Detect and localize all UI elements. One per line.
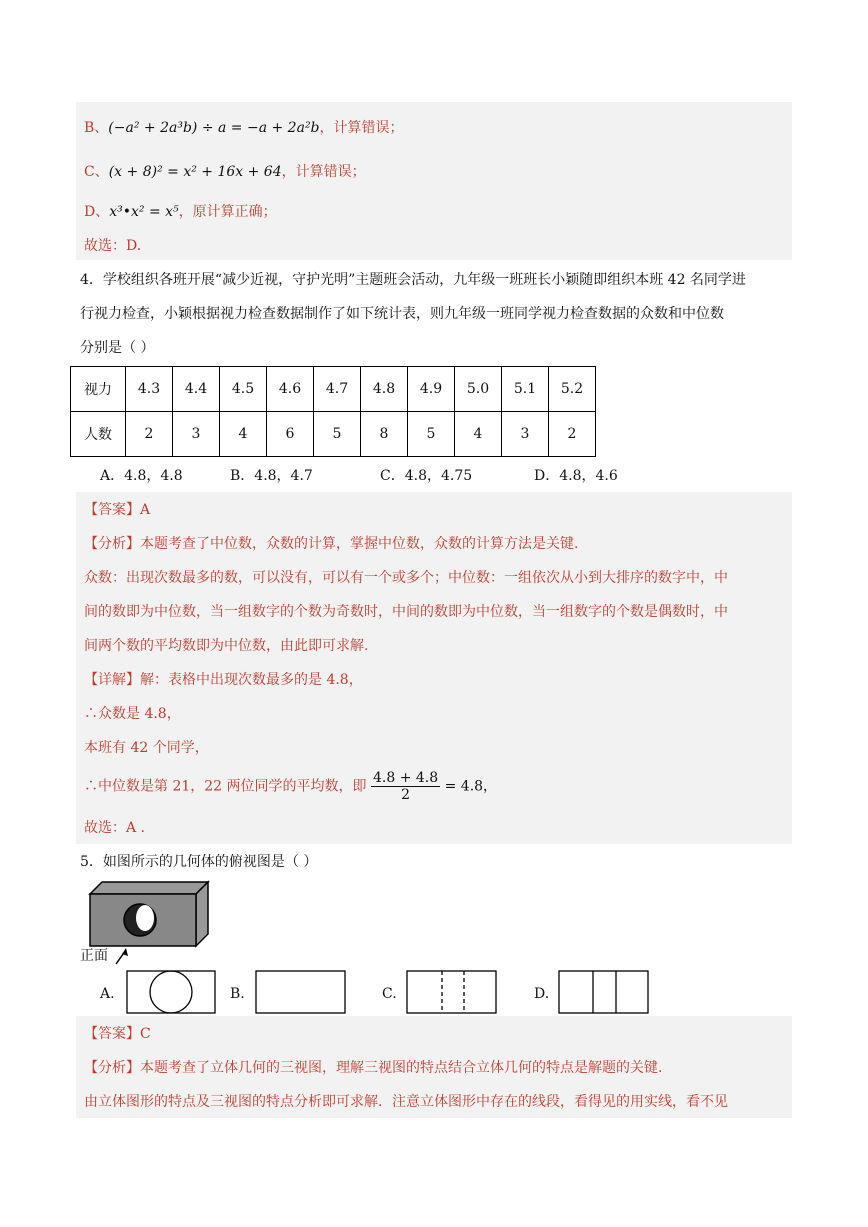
q4-detail-l3: 本班有 42 个同学，: [84, 740, 209, 756]
table-head-cell: 视力: [71, 367, 126, 412]
table-cell: 3: [502, 412, 549, 457]
table-cell: 4.5: [220, 367, 267, 412]
q3-c-expr: (x + 8)² = x² + 16x + 64: [108, 164, 282, 180]
table-cell: 8: [361, 412, 408, 457]
q3-solution-block: [76, 102, 792, 260]
table-cell: 4.9: [408, 367, 455, 412]
q4-analysis-tag: 【分析】: [84, 536, 140, 552]
table-row: [71, 412, 596, 457]
q5-option-a-label[interactable]: A.: [100, 986, 115, 1002]
q4-analysis-l2: 众数：出现次数最多的数，可以没有，可以有一个或多个；中位数：一组依次从小到大排序的数字中，中: [84, 570, 728, 586]
fraction-bottom: 2: [401, 787, 411, 803]
q4-detail-l1: [84, 670, 363, 690]
q3-b-expr: (−a² + 2a³b) ÷ a = −a + 2a²b: [108, 120, 320, 136]
table-cell: 4.4: [173, 367, 220, 412]
q4-answer: 【答案】A: [84, 502, 151, 518]
q3-option-b-line: [84, 118, 404, 138]
table-head-cell: 人数: [71, 412, 126, 457]
table-cell: 6: [267, 412, 314, 457]
q5-analysis-l2: 由立体图形的特点及三视图的特点分析即可求解．注意立体图形中存在的线段，看得见的用实线，看不见: [84, 1094, 728, 1110]
q5-solution-block: [76, 1016, 792, 1118]
q3-option-c-line: [84, 162, 366, 182]
table-cell: 4: [220, 412, 267, 457]
table-cell: 5.1: [502, 367, 549, 412]
table-cell: 5.0: [455, 367, 502, 412]
q5-option-d-label[interactable]: D.: [534, 986, 550, 1002]
q5-option-d-figure[interactable]: [558, 970, 650, 1016]
q4-analysis-l4: 间两个数的平均数即为中位数，由此即可求解.: [84, 638, 369, 654]
q4-choice: 故选：A .: [84, 820, 146, 836]
q3-option-d-line: [84, 202, 277, 222]
q3-c-label: C、: [84, 164, 109, 180]
table-cell: 2: [126, 412, 173, 457]
q5-option-b-figure[interactable]: [255, 970, 347, 1016]
table-cell: 4.7: [314, 367, 361, 412]
q4-detail-l2: ∴众数是 4.8，: [84, 706, 181, 722]
q5-analysis-text: 本题考查了立体几何的三视图，理解三视图的特点结合立体几何的特点是解题的关键.: [140, 1060, 663, 1076]
q4-detail-l4a: ∴中位数是第 21，22 两位同学的平均数，即: [84, 778, 367, 795]
q4-analysis-l3: 间的数即为中位数，当一组数字的个数为奇数时，中间的数即为中位数，当一组数字的个数是偶数时，中: [84, 604, 728, 620]
q5-option-c-figure[interactable]: [406, 970, 498, 1016]
q4-stem-line3: 分别是（ ）: [80, 340, 155, 356]
q3-d-note: ，原计算正确；: [178, 204, 277, 220]
q3-c-note: ，计算错误；: [281, 164, 366, 180]
q3-d-label: D、: [84, 204, 110, 220]
q4-analysis-line: [84, 534, 578, 554]
q3-b-note: ，计算错误；: [319, 120, 404, 136]
q5-stem: 5．如图所示的几何体的俯视图是（ ）: [80, 854, 318, 870]
q4-solution-block: [76, 492, 792, 844]
q5-analysis-line: [84, 1058, 662, 1078]
q3-choice: 故选：D.: [84, 238, 142, 254]
table-cell: 5: [314, 412, 361, 457]
q4-option-b[interactable]: B．4.8，4.7: [230, 468, 313, 484]
q4-option-a[interactable]: A．4.8，4.8: [100, 468, 183, 484]
solid-figure: [84, 878, 214, 948]
table-cell: 4.8: [361, 367, 408, 412]
table-row: [71, 367, 596, 412]
table-cell: 3: [173, 412, 220, 457]
q4-option-c[interactable]: C．4.8，4.75: [380, 468, 473, 484]
table-cell: 5: [408, 412, 455, 457]
q4-detail-text: 解：表格中出现次数最多的是 4.8，: [140, 672, 363, 688]
q4-detail-tag: 【详解】: [84, 672, 140, 688]
q5-option-b-label[interactable]: B.: [230, 986, 245, 1002]
front-label: 正面: [80, 948, 108, 964]
q4-analysis-text: 本题考查了中位数，众数的计算，掌握中位数，众数的计算方法是关键.: [140, 536, 579, 552]
q5-option-a-figure[interactable]: [126, 970, 216, 1016]
fraction-top: 4.8 + 4.8: [372, 770, 439, 786]
table-cell: 5.2: [549, 367, 596, 412]
table-cell: 2: [549, 412, 596, 457]
q4-stem-line2: 行视力检查，小颖根据视力检查数据制作了如下统计表，则九年级一班同学视力检查数据的众数和中位数: [80, 306, 724, 322]
arrow-icon: [112, 946, 132, 966]
q4-detail-l4: [84, 770, 497, 803]
q5-analysis-tag: 【分析】: [84, 1060, 140, 1076]
q5-answer: 【答案】C: [84, 1026, 151, 1042]
q4-detail-l4b: = 4.8，: [444, 778, 498, 795]
table-cell: 4: [455, 412, 502, 457]
table-cell: 4.3: [126, 367, 173, 412]
table-cell: 4.6: [267, 367, 314, 412]
q5-option-c-label[interactable]: C.: [382, 986, 397, 1002]
q4-stem-line1: 4．学校组织各班开展“减少近视，守护光明”主题班会活动，九年级一班班长小颖随即组织本班 42 名同学进: [80, 272, 746, 288]
median-fraction: [371, 770, 440, 803]
vision-table: [70, 366, 596, 457]
q4-option-d[interactable]: D．4.8，4.6: [534, 468, 618, 484]
q3-d-expr: x³•x² = x⁵: [109, 204, 179, 220]
q3-b-label: B、: [84, 120, 109, 136]
